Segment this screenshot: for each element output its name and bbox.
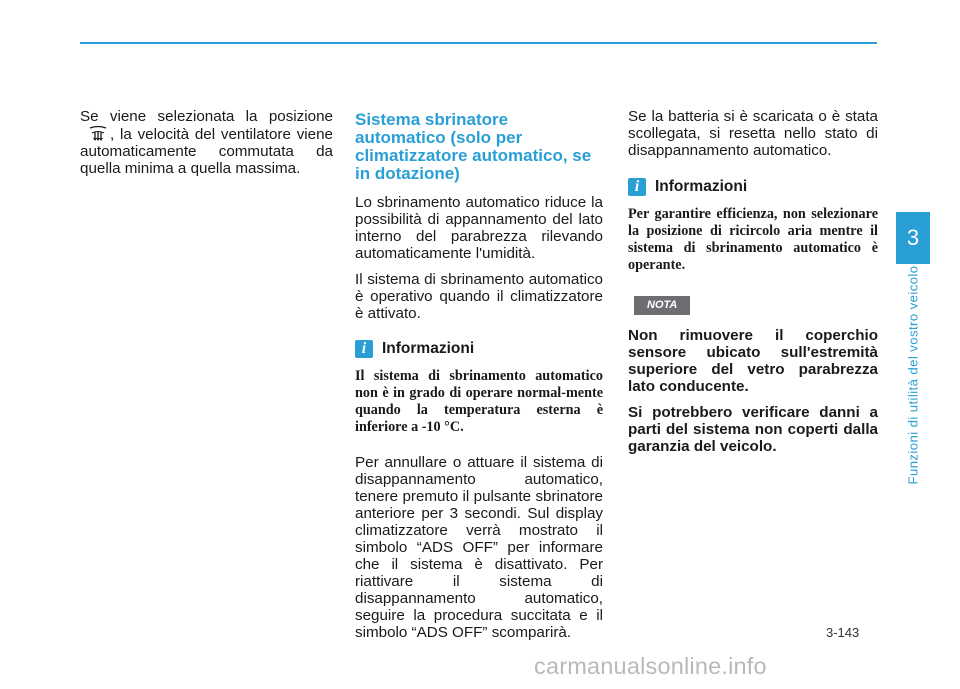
- info-title: Informazioni: [382, 340, 475, 357]
- top-rule: [80, 42, 877, 44]
- paragraph: Per annullare o attuare il sistema di disappannamento automatico, tenere premuto il pulsante sbrinatore anteriore per 3 secondi. Sul display climatizzatore verrà mostrato il simbolo “ADS OFF” per informare che il sistema è disattivato. Per riattivare il sistema di disappannamento automatico, seguire la procedura succitata e il simbolo “ADS OFF” scomparirà.: [355, 454, 603, 641]
- paragraph: Il sistema di sbrinamento automatico è operativo quando il climatizzatore è attivato.: [355, 271, 603, 322]
- defrost-fan-icon: [88, 125, 108, 141]
- info-icon: i: [355, 340, 373, 358]
- column-1: [80, 108, 333, 177]
- page-number: 3-143: [826, 625, 860, 640]
- nota-badge: NOTA: [634, 296, 690, 315]
- fan-speed-paragraph: [80, 108, 333, 177]
- nota-heading: [628, 295, 878, 315]
- column-3: [628, 108, 878, 455]
- nota-paragraph: Non rimuovere il coperchio sensore ubicato sull'estremità superiore del vetro parabrezza lato conducente.: [628, 327, 878, 395]
- fan-speed-text-start: Se viene selezionata la posizione: [80, 108, 333, 125]
- info-text: Per garantire efficienza, non selezionare la posizione di ricircolo aria mentre il sistema di sbrinamento automatico è operante.: [628, 206, 878, 273]
- nota-paragraph: Si potrebbero verificare danni a parti del sistema non coperti dalla garanzia del veicolo.: [628, 404, 878, 455]
- paragraph: Se la batteria si è scaricata o è stata scollegata, si resetta nello stato di disappannamento automatico.: [628, 108, 878, 159]
- fan-speed-text-end: , la velocità del ventilatore viene automaticamente commutata da quella minima a quella massima.: [80, 126, 333, 177]
- info-title: Informazioni: [655, 178, 748, 195]
- info-heading: [355, 340, 603, 358]
- watermark: carmanualsonline.info: [534, 653, 767, 679]
- info-text: Il sistema di sbrinamento automatico non è in grado di operare normal-mente quando la temperatura esterna è inferiore a -10 °C.: [355, 368, 603, 435]
- info-icon: i: [628, 178, 646, 196]
- info-heading: [628, 178, 878, 196]
- chapter-number-tab: 3: [896, 212, 930, 264]
- paragraph: Lo sbrinamento automatico riduce la possibilità di appannamento del lato interno del parabrezza rilevando automaticamente l'umidità.: [355, 194, 603, 262]
- column-2: [355, 108, 603, 641]
- chapter-title: Funzioni di utilità del vostro veicolo: [905, 265, 921, 485]
- section-title: Sistema sbrinatore automatico (solo per climatizzatore automatico, se in dotazione): [355, 110, 592, 183]
